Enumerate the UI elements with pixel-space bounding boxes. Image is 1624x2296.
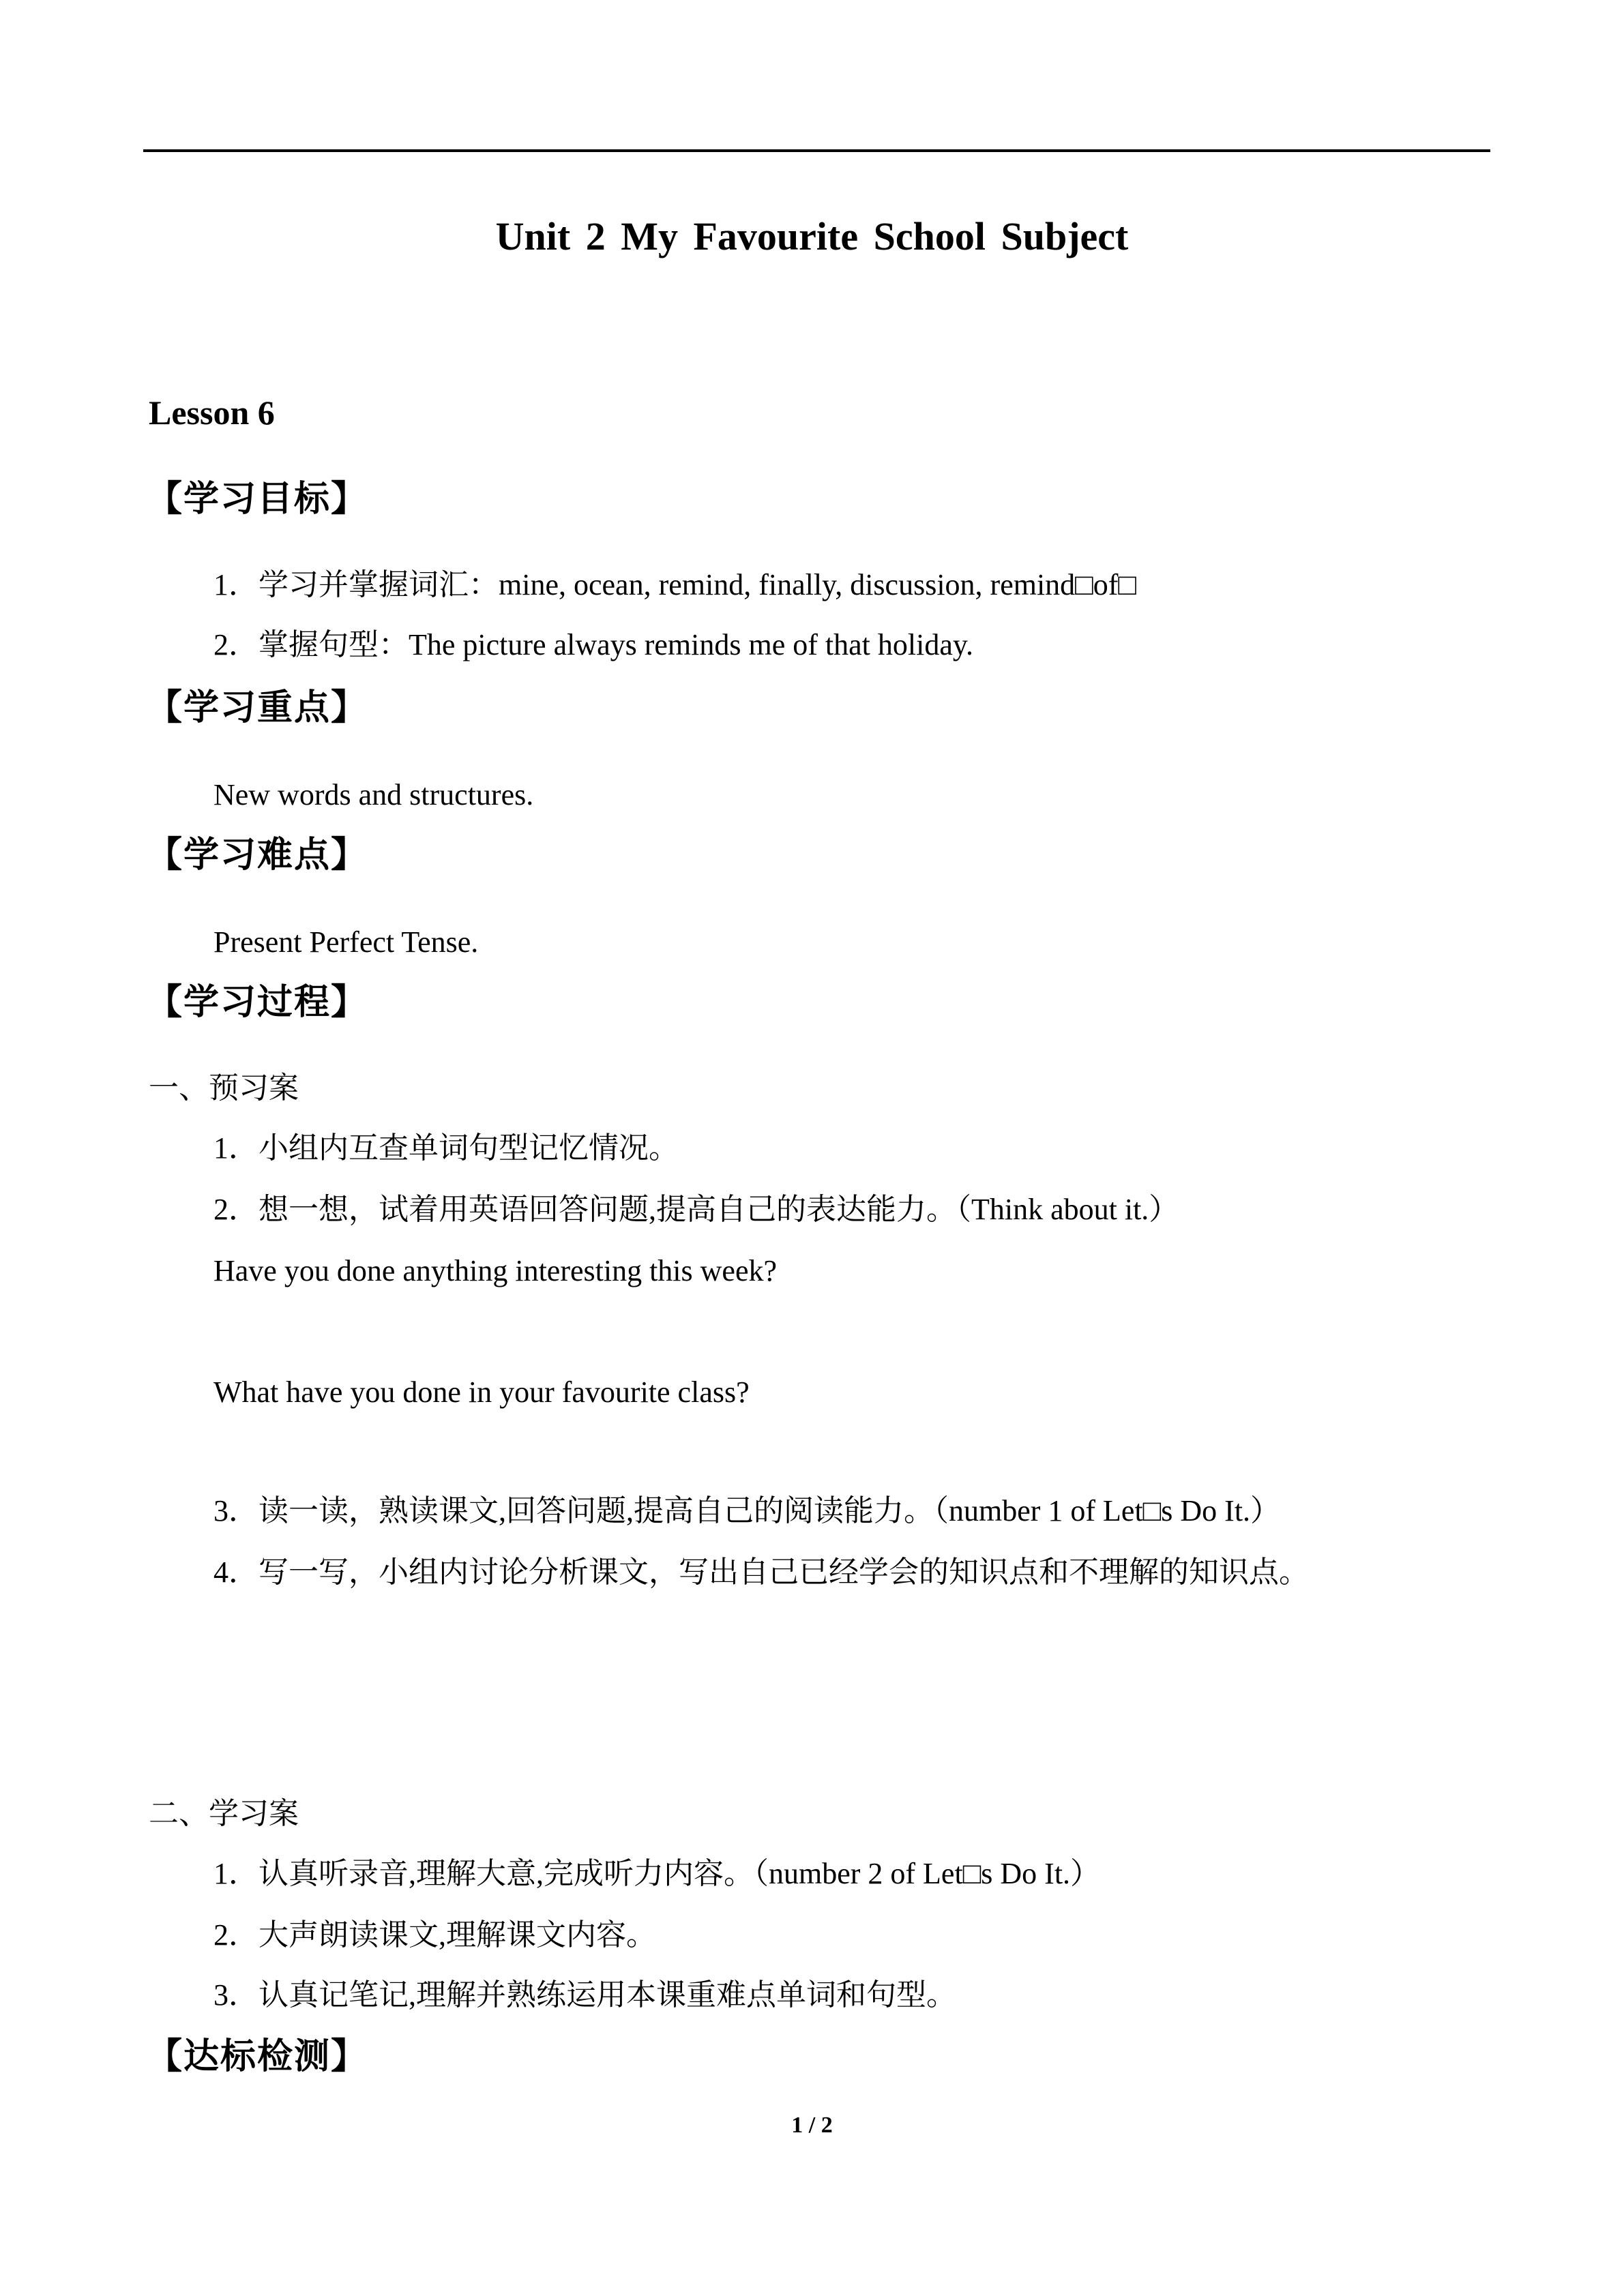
preview-item-4: 4．写一写，小组内讨论分析课文，写出自己已经学会的知识点和不理解的知识点。 (213, 1555, 1309, 1589)
preview-item-2: 2．想一想，试着用英语回答问题,提高自己的表达能力。（Think about it.） (213, 1193, 1179, 1226)
difficulties-text: Present Perfect Tense. (213, 925, 479, 959)
objectives-heading: 【学习目标】 (147, 479, 368, 520)
preview-question-1: Have you done anything interesting this week? (213, 1254, 778, 1287)
process-heading: 【学习过程】 (147, 982, 368, 1023)
preview-label: 一、预习案 (149, 1071, 299, 1105)
study-item-3: 3．认真记笔记,理解并熟练运用本课重难点单词和句型。 (213, 1978, 956, 2012)
preview-item-3: 3．读一读，熟读课文,回答问题,提高自己的阅读能力。（number 1 of Let□s Do It.） (213, 1494, 1281, 1527)
key-points-text: New words and structures. (213, 778, 534, 811)
key-points-heading: 【学习重点】 (147, 687, 368, 728)
preview-item-1: 1．小组内互查单词句型记忆情况。 (213, 1131, 679, 1165)
objective-item-1: 1．学习并掌握词汇：mine, ocean, remind, finally, discussion, remind□of□ (213, 568, 1136, 601)
header-rule (143, 149, 1490, 152)
preview-question-2: What have you done in your favourite class? (213, 1375, 750, 1409)
assessment-heading: 【达标检测】 (147, 2036, 368, 2077)
study-label: 二、学习案 (149, 1797, 299, 1830)
document-title: Unit 2 My Favourite School Subject (495, 214, 1129, 258)
study-item-1: 1．认真听录音,理解大意,完成听力内容。（number 2 of Let□s Do It.） (213, 1857, 1101, 1890)
objective-item-2: 2．掌握句型：The picture always reminds me of that holiday. (213, 628, 974, 661)
difficulties-heading: 【学习难点】 (147, 835, 368, 876)
lesson-heading: Lesson 6 (149, 393, 275, 432)
study-item-2: 2．大声朗读课文,理解课文内容。 (213, 1918, 656, 1952)
page-number: 1 / 2 (791, 2113, 833, 2138)
